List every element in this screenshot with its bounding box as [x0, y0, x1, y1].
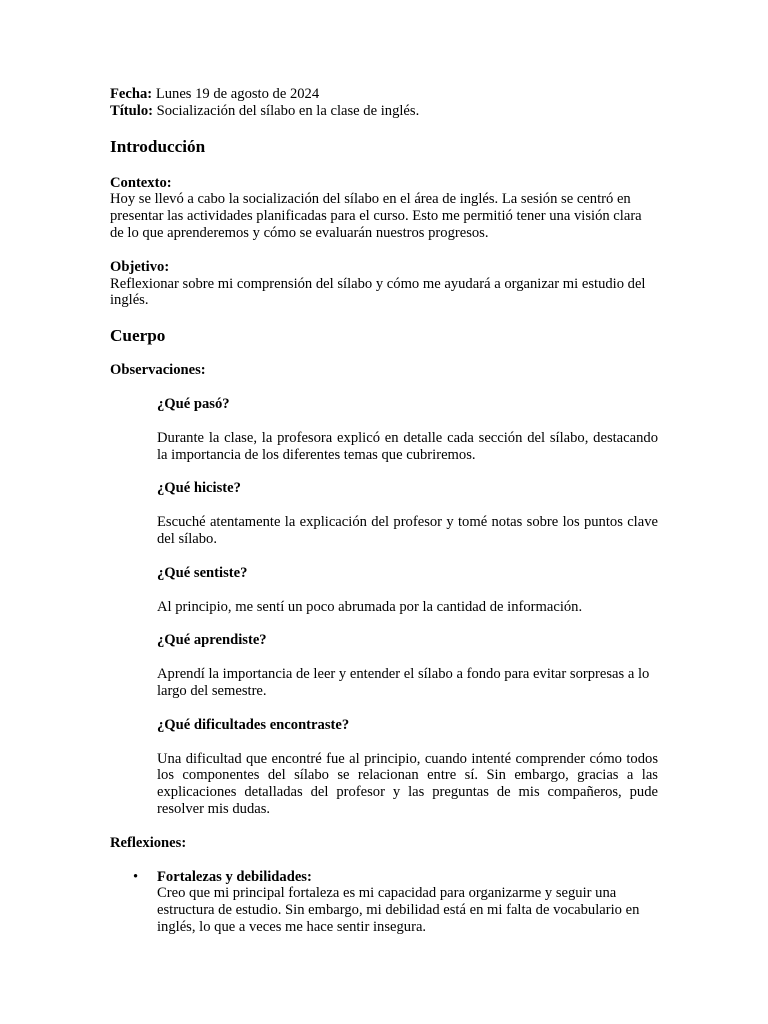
observaciones-list: [157, 396, 658, 818]
cuerpo-heading: Cuerpo: [110, 326, 166, 346]
observaciones-label: Observaciones:: [110, 362, 206, 379]
question-answer: Aprendí la importancia de leer y entender el sílabo a fondo para evitar sorpresas a lo largo del semestre.: [157, 666, 650, 699]
titulo-label: Título:: [110, 102, 153, 119]
objetivo-text: Reflexionar sobre mi comprensión del sílabo y cómo me ayudará a organizar mi estudio del inglés.: [110, 275, 646, 309]
fecha-label: Fecha:: [110, 86, 153, 102]
question-answer: Escuché atentamente la explicación del profesor y tomé notas sobre los puntos clave del sílabo.: [157, 514, 658, 547]
contexto-text: Hoy se llevó a cabo la socialización del sílabo en el área de inglés. La sesión se centró en presentar las actividades planificadas para el curso. Esto me permitió tener una visión clara de lo que aprenderemos y cómo se evaluarán nuestros progresos.: [110, 191, 642, 241]
question-answer: Una dificultad que encontré fue al principio, cuando intenté comprender cómo todos los componentes del sílabo se relacionan entre sí. Sin embargo, gracias a las explicaciones detalladas del profesor y las preguntas de mis compañeros, pude resolver mis dudas.: [157, 750, 658, 817]
objetivo-label: Objetivo:: [110, 258, 170, 275]
reflexiones-list: [110, 869, 658, 936]
reflexion-text: Creo que mi principal fortaleza es mi capacidad para organizarme y seguir una estructura de estudio. Sin embargo, mi debilidad está en mi falta de vocabulario en inglés, lo que a veces me hace sentir insegura.: [157, 885, 640, 935]
fecha-value: Lunes 19 de agosto de 2024: [155, 86, 320, 102]
contexto-label: Contexto:: [110, 174, 172, 191]
document-page: [110, 86, 658, 936]
bullet-icon: •: [133, 868, 139, 885]
question-heading: ¿Qué hiciste?: [157, 480, 241, 497]
titulo-line: [110, 103, 658, 120]
list-item: [133, 868, 658, 936]
introduccion-heading: Introducción: [110, 136, 206, 156]
titulo-value: Socialización del sílabo en la clase de inglés.: [156, 102, 420, 119]
question-heading: ¿Qué pasó?: [157, 395, 230, 412]
reflexiones-label: Reflexiones:: [110, 834, 187, 851]
question-heading: ¿Qué sentiste?: [157, 564, 248, 581]
question-heading: ¿Qué aprendiste?: [157, 632, 267, 649]
question-heading: ¿Qué dificultades encontraste?: [157, 716, 350, 733]
question-answer: Durante la clase, la profesora explicó en detalle cada sección del sílabo, destacando la importancia de los diferentes temas que cubriremos.: [157, 429, 658, 463]
fecha-line: [110, 86, 658, 103]
reflexion-title: Fortalezas y debilidades:: [157, 868, 312, 885]
question-answer: Al principio, me sentí un poco abrumada por la cantidad de información.: [157, 598, 583, 615]
